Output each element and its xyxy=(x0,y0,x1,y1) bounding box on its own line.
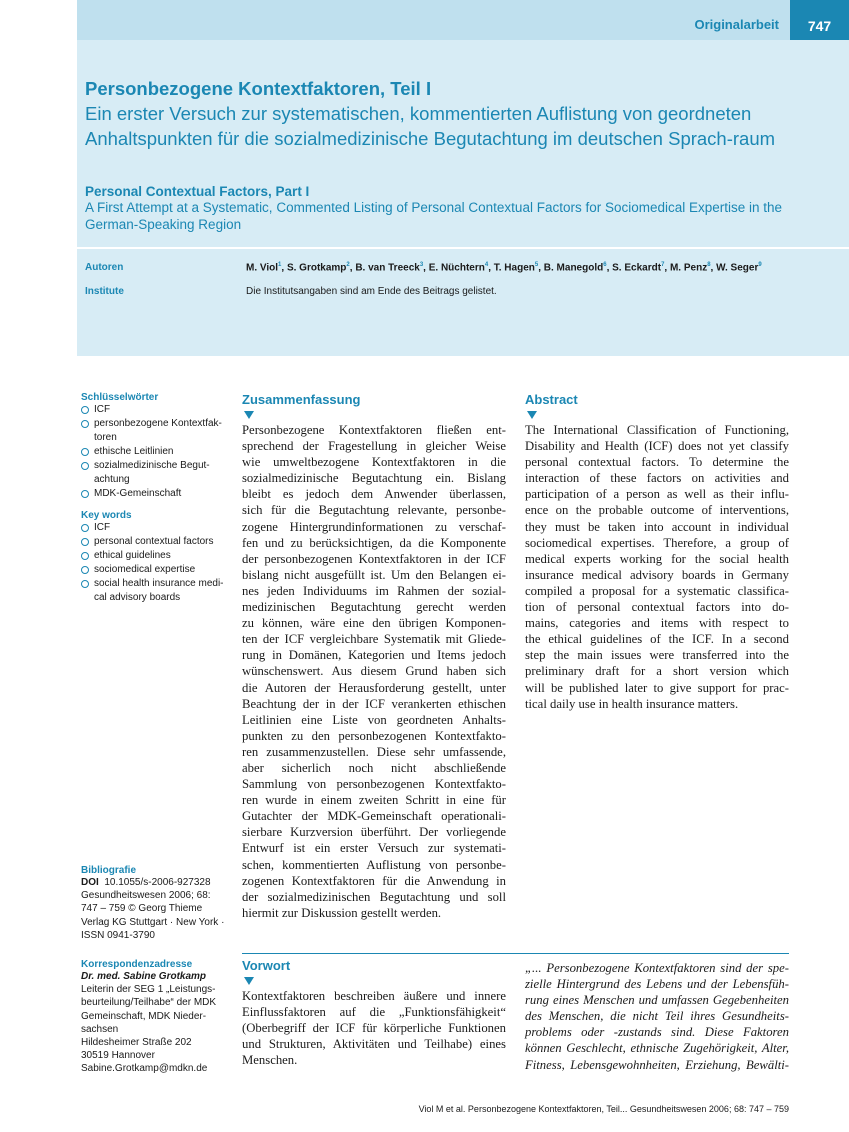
biblio-heading: Bibliografie xyxy=(81,865,137,876)
contact-line: beurteilung/Teilhabe“ der MDK xyxy=(81,997,217,1009)
abstract-section xyxy=(525,392,789,712)
text-line: Entwurf ist ein erster Versuch zur systemati- xyxy=(242,841,506,856)
keyword-text: personbezogene Kontextfak-toren xyxy=(94,418,222,443)
keyword-text: ethische Leitlinien xyxy=(94,446,174,457)
zusammenfassung-heading: Zusammenfassung xyxy=(242,392,361,407)
title-de: Personbezogene Kontextfaktoren, Teil I xyxy=(85,78,432,99)
text-line: they must be taken into account in individual xyxy=(525,519,789,534)
text-line: Sammlung von personbezogenen Kontextfakto- xyxy=(242,777,506,792)
keyword-item xyxy=(81,563,231,577)
author-name: S. Eckardt xyxy=(612,262,662,274)
keyword-item xyxy=(81,487,231,501)
text-line: Menschen. xyxy=(242,1053,298,1068)
quote-line: „... Personbezogene Kontextfaktoren sind der spe- xyxy=(525,961,789,975)
text-line: ren zusammenzustellen. Diese sehr umfassende, xyxy=(242,744,506,759)
keyword-item xyxy=(81,403,231,417)
text-line: punkten zu den personbezogenen Kontextfakto- xyxy=(242,728,506,743)
keyword-text: sociomedical expertise xyxy=(94,564,196,575)
zusammenfassung-section xyxy=(242,392,506,921)
keyword-item xyxy=(81,459,231,487)
author-affiliation: 2 xyxy=(346,262,350,268)
institutes-label: Institute xyxy=(85,286,124,297)
quote-line: zielle Hintergrund des Lebens und der Lebensfüh- xyxy=(525,977,789,992)
text-line: hiermit zur Diskussion gestellt werden. xyxy=(242,905,442,920)
triangle-down-icon xyxy=(244,411,254,419)
author-name: M. Viol xyxy=(246,262,279,274)
text-line: zogene Hintergrundinformationen zu verschaf- xyxy=(242,519,506,534)
title-en: Personal Contextual Factors, Part I xyxy=(85,184,310,199)
circle-bullet-icon xyxy=(81,490,89,498)
text-line: Beachtung der in der ICF verankerten ethischen xyxy=(242,696,506,711)
text-line: sociomedical expertises. Therefore, a group of xyxy=(525,535,789,550)
authors-label: Autoren xyxy=(85,262,124,273)
contact-line: 30519 Hannover xyxy=(81,1050,155,1062)
section-label: Originalarbeit xyxy=(694,17,779,32)
author-affiliation: 3 xyxy=(419,262,424,268)
text-line: medical experts working for the social health xyxy=(525,551,789,566)
author-affiliation: 6 xyxy=(603,262,607,268)
text-line: compiled a proposal for a systematic classifica- xyxy=(525,583,789,598)
keywords-de-list xyxy=(81,403,231,501)
text-line: sozialmedizinische Begutachtung ein. Bislang xyxy=(242,471,506,486)
biblio-line: 747 – 759 © Georg Thieme xyxy=(81,903,203,915)
quote-line: rung eines Menschen und umfassen Gegebenheiten xyxy=(525,993,789,1008)
keyword-text: MDK-Gemeinschaft xyxy=(94,488,182,499)
contact xyxy=(81,959,231,1076)
biblio-line: Gesundheitswesen 2006; 68: xyxy=(81,890,211,902)
keyword-text: ethical guidelines xyxy=(94,550,171,561)
section-rule xyxy=(242,953,789,954)
doi-value: 10.1055/s-2006-927328 xyxy=(104,877,211,888)
text-line: Personbezogene Kontextfaktoren fließen ent- xyxy=(242,423,506,437)
keywords-en-list xyxy=(81,521,231,605)
text-line: nes jeden Individuums im Rahmen der sozial- xyxy=(242,583,506,598)
triangle-down-icon xyxy=(244,977,254,985)
text-line: rung in Domänen, Kategorien und Items jedoch xyxy=(242,648,506,663)
keyword-text: social health insurance medi-cal advisory boards xyxy=(94,578,224,603)
text-line: ren wurde in einem zweiten Schritt in eine für xyxy=(242,793,506,808)
text-line: ten der ICF vergleichbare Systematik mit Gliede- xyxy=(242,632,506,647)
biblio-line: Verlag KG Stuttgart · New York · xyxy=(81,916,225,928)
circle-bullet-icon xyxy=(81,538,89,546)
keyword-text: personal contextual factors xyxy=(94,536,214,547)
text-line: mains, categories and items with respect to xyxy=(525,616,789,631)
text-line: tical daily use in health insurance matters. xyxy=(525,696,739,711)
author-name: E. Nüchtern xyxy=(428,262,485,274)
keyword-item xyxy=(81,417,231,445)
text-line: tion of personal contextual factors into do- xyxy=(525,600,789,615)
keyword-item xyxy=(81,549,231,563)
text-line: ence on the probable outcome of interventions, xyxy=(525,503,789,518)
header-band xyxy=(77,0,849,356)
author-name: M. Penz xyxy=(669,262,708,274)
abstract-heading: Abstract xyxy=(525,392,578,407)
header-divider xyxy=(77,247,849,249)
text-line: insurance medical advisory boards in Germany xyxy=(525,567,789,582)
keyword-text: ICF xyxy=(94,522,111,533)
circle-bullet-icon xyxy=(81,448,89,456)
author-name: T. Hagen xyxy=(493,262,535,274)
keyword-item xyxy=(81,535,231,549)
circle-bullet-icon xyxy=(81,580,89,588)
text-line: zu können, wäre eine den übrigen Komponen- xyxy=(242,616,506,631)
circle-bullet-icon xyxy=(81,524,89,532)
zusammenfassung-text xyxy=(242,422,506,921)
circle-bullet-icon xyxy=(81,406,89,414)
author-affiliation: 8 xyxy=(707,262,711,268)
sidebar xyxy=(81,392,231,605)
text-line: sierbare Kurzversion überführt. Der vorliegende xyxy=(242,825,506,840)
contact-line: Sabine.Grotkamp@mdkn.de xyxy=(81,1063,208,1075)
text-line: interaction of these factors on activities and xyxy=(525,471,789,486)
vorwort-section xyxy=(242,958,506,1068)
keyword-text: ICF xyxy=(94,404,111,415)
keyword-item xyxy=(81,521,231,535)
subtitle-en: A First Attempt at a Systematic, Commented Listing of Personal Contextual Factors for Sociomedical Expertise in the German-Speaking Region xyxy=(85,200,783,232)
author-affiliation: 4 xyxy=(484,262,489,268)
subtitle-de: Ein erster Versuch zur systematischen, kommentierten Auflistung von geordneten Anhaltspunkten für die sozialmedizinische Begutachtung im deutschen Sprach-raum xyxy=(85,103,776,149)
author-name: W. Seger xyxy=(716,262,759,274)
contact-line: sachsen xyxy=(81,1023,119,1035)
contact-name: Dr. med. Sabine Grotkamp xyxy=(81,971,207,982)
keywords-de-heading: Schlüsselwörter xyxy=(81,392,159,403)
text-line: wünschenswert. Aus diesem Grund haben sich xyxy=(242,664,506,679)
quote-line: können Geschlecht, ethnische Zugehörigkeit, Alter, xyxy=(525,1041,789,1056)
text-line: sprechend der Fragestellung in gleicher Weise xyxy=(242,439,506,454)
text-line: der sozialmedizinischen Begutachtung und soll xyxy=(242,889,506,904)
triangle-down-icon xyxy=(527,411,537,419)
vorwort-text xyxy=(242,988,506,1068)
doi-label: DOI xyxy=(81,877,99,888)
biblio-lines xyxy=(81,889,231,942)
text-line: fen und zu berücksichtigen, da die Komponente xyxy=(242,535,506,550)
biblio-line: ISSN 0941-3790 xyxy=(81,929,155,941)
text-line: aber sicherlich noch nicht abschließende xyxy=(242,760,506,775)
text-line: zogenen Kontextfaktoren für die Anwendung in xyxy=(242,873,506,888)
keyword-text: sozialmedizinische Begut-achtung xyxy=(94,460,210,485)
text-line: bleibt es jedoch dem Anwender überlassen, xyxy=(242,487,506,502)
text-line: preliminary draft for a short version which xyxy=(525,664,789,679)
text-line: will be published later to give support for prac- xyxy=(525,680,789,695)
text-line: Kontextfaktoren beschreiben äußere und innere xyxy=(242,989,506,1003)
quote-line: problems oder -zustands sind. Diese Faktoren xyxy=(525,1025,789,1040)
author-affiliation: 9 xyxy=(758,262,762,268)
contact-line: Gemeinschaft, MDK Nieder- xyxy=(81,1010,207,1022)
text-line: die Autoren der Herausforderung gestellt, unter xyxy=(242,680,506,695)
text-line: schen, kommentierten Auflistung von personbe- xyxy=(242,857,506,872)
page-number: 747 xyxy=(790,0,849,40)
text-line: sich für die Begutachtung relevante, personbe- xyxy=(242,503,506,518)
vorwort-heading: Vorwort xyxy=(242,958,291,973)
keyword-item xyxy=(81,445,231,459)
text-line: medizinischen Begutachtung gerecht werden xyxy=(242,600,506,615)
quote-line: des Menschen, die nicht Teil ihres Gesundheits- xyxy=(525,1009,789,1024)
circle-bullet-icon xyxy=(81,566,89,574)
text-line: Disability and Health (ICF) does not yet classify xyxy=(525,439,789,454)
text-line: und Strukturen, Aktivitäten und Teilhabe) eines xyxy=(242,1037,506,1052)
text-line: the ethical guidelines of the ICF. In a second xyxy=(525,632,789,647)
author-affiliation: 7 xyxy=(661,262,665,268)
author-affiliation: 1 xyxy=(278,262,282,268)
quote-line: Fitness, Lebensgewohnheiten, Erziehung, Bewälti- xyxy=(525,1057,789,1072)
author-name: B. Manegold xyxy=(543,262,604,274)
authors-list: M. Viol$^1$, S. Grotkamp$^2$, B. van Treeck$^3$, E. Nüchtern$^4$, T. Hagen$^5$, B. Manegold$^6$, S. Eckardt$^7$, M. Penz$^8$, W. Seger$^9$ xyxy=(246,262,762,274)
text-line: The International Classification of Functioning, xyxy=(525,423,789,437)
circle-bullet-icon xyxy=(81,462,89,470)
circle-bullet-icon xyxy=(81,552,89,560)
text-line: (Oberbegriff der ICF für körperliche Funktionen xyxy=(242,1021,506,1036)
circle-bullet-icon xyxy=(81,420,89,428)
keyword-item xyxy=(81,577,231,605)
abstract-text xyxy=(525,422,789,712)
text-line: Gutachter der MDK-Gemeinschaft operationali- xyxy=(242,809,506,824)
text-line: personal contextual factors. To determine the xyxy=(525,455,789,470)
author-name: S. Grotkamp xyxy=(286,262,347,274)
vorwort-quote xyxy=(525,960,789,1073)
author-affiliation: 5 xyxy=(534,262,539,268)
text-line: step the main issues were transferred into the xyxy=(525,648,789,663)
institutes-text: Die Institutsangaben sind am Ende des Beitrags gelistet. xyxy=(246,286,497,297)
text-line: der personbezogenen Kontextfaktoren in der ICF xyxy=(242,551,506,566)
bibliography xyxy=(81,865,231,942)
contact-heading: Korrespondenzadresse xyxy=(81,959,193,970)
text-line: participation of a person as well as their influ- xyxy=(525,487,789,502)
contact-line: Leiterin der SEG 1 „Leistungs- xyxy=(81,984,216,996)
contact-line: Hildesheimer Straße 202 xyxy=(81,1037,192,1049)
keywords-en-heading: Key words xyxy=(81,510,132,521)
contact-lines xyxy=(81,983,231,1075)
text-line: Leitlinien eine Liste von geordneten Anhalts- xyxy=(242,712,506,727)
footer-citation: Viol M et al. Personbezogene Kontextfaktoren, Teil... Gesundheitswesen 2006; 68: 747 – 759 xyxy=(418,1104,789,1114)
text-line: Einflussfaktoren auf die „Funktionsfähigkeit“ xyxy=(242,1005,506,1020)
text-line: wie umweltbezogene Kontextfaktoren in die xyxy=(242,455,506,470)
author-name: B. van Treeck xyxy=(355,262,420,274)
text-line: bislang nicht ausgefüllt ist. Um den Belangen ei- xyxy=(242,567,506,582)
